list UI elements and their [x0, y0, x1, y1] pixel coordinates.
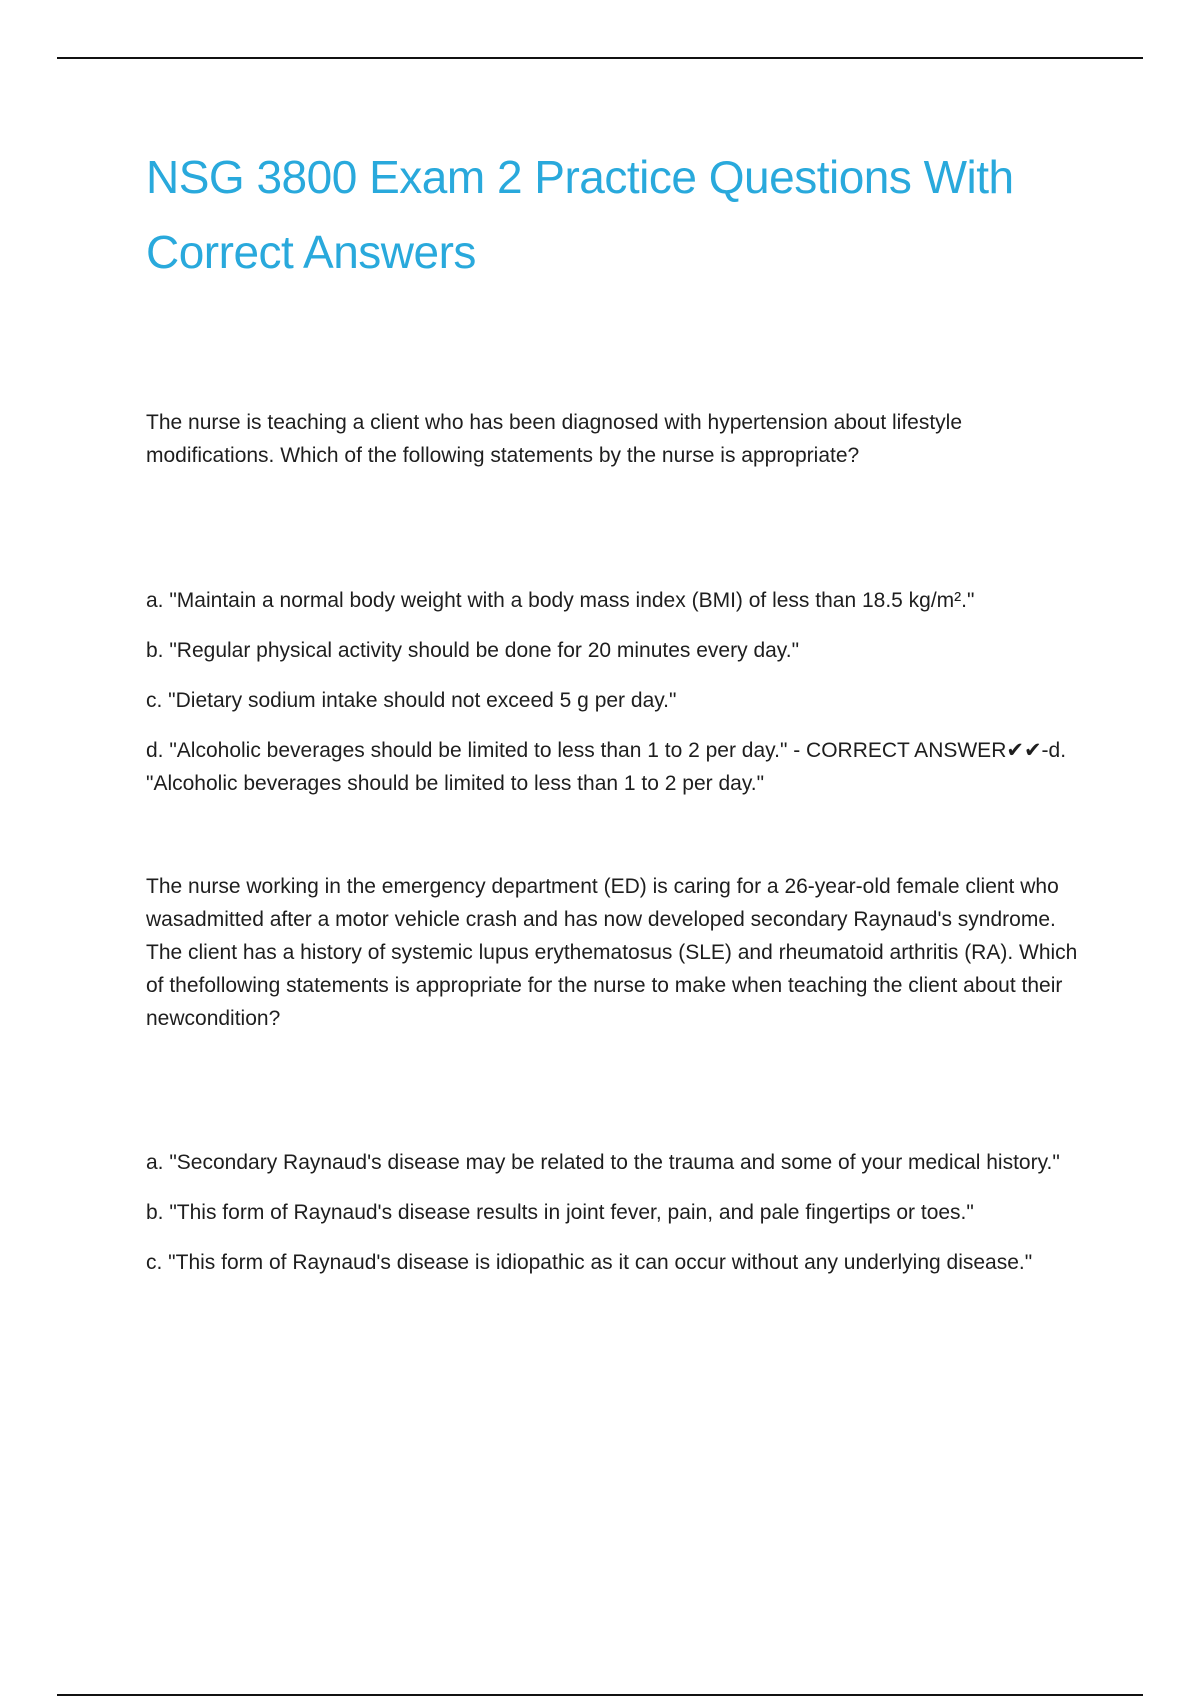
question-2-text: The nurse working in the emergency department (ED) is caring for a 26-year-old female client who wasadmitted after a motor vehicle crash and has now developed secondary Raynaud's syndrome. The client has a history of systemic lupus erythematosus (SLE) and rheumatoid arthritis (RA). Which of thefollowing statements is appropriate for the nurse to make when teaching the client about their newcondition?: [146, 875, 1078, 1030]
question-2-option-b: b. "This form of Raynaud's disease results in joint fever, pain, and pale fingertips or toes.": [146, 1201, 974, 1224]
question-1-text: The nurse is teaching a client who has been diagnosed with hypertension about lifestyle modifications. Which of the following statements by the nurse is appropriate?: [146, 411, 963, 467]
top-rule: [57, 57, 1143, 59]
question-1-option-d-correct-answer: d. "Alcoholic beverages should be limited to less than 1 to 2 per day." - CORRECT ANSWER✔✔-d. "Alcoholic beverages should be limited to less than 1 to 2 per day.": [146, 739, 1067, 795]
document-title: NSG 3800 Exam 2 Practice Questions With Correct Answers: [146, 151, 1014, 278]
question-1-option-a: a. "Maintain a normal body weight with a body mass index (BMI) of less than 18.5 kg/m².": [146, 589, 975, 612]
question-2-option-a: a. "Secondary Raynaud's disease may be related to the trauma and some of your medical history.": [146, 1151, 1060, 1174]
question-1-option-b: b. "Regular physical activity should be done for 20 minutes every day.": [146, 639, 800, 662]
bottom-rule: [57, 1694, 1143, 1696]
question-2-options: [146, 1146, 1096, 1279]
question-1-options: [146, 584, 1096, 800]
question-2-option-c: c. "This form of Raynaud's disease is idiopathic as it can occur without any underlying disease.": [146, 1251, 1033, 1274]
question-1-option-c: c. "Dietary sodium intake should not exceed 5 g per day.": [146, 689, 677, 712]
document-page: [146, 140, 1096, 1296]
